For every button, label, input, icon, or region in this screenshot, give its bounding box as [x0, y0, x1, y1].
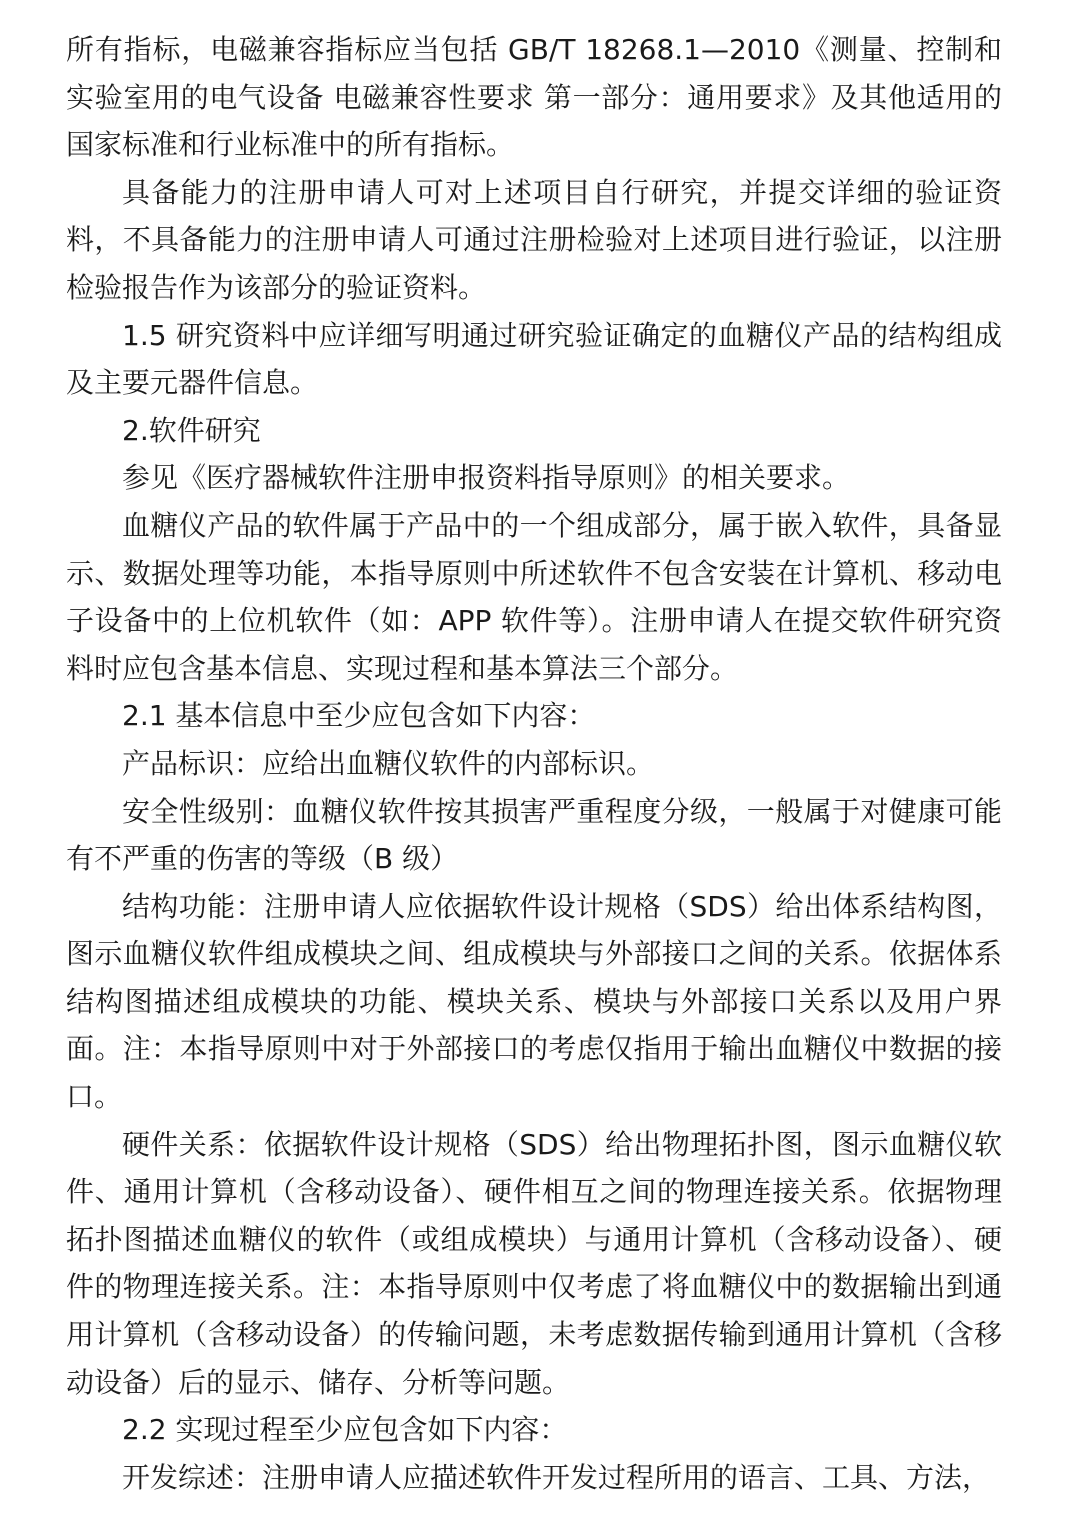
paragraph-reference-guideline: 参见《医疗器械软件注册申报资料指导原则》的相关要求。 [122, 461, 851, 495]
paragraph-embedded-software: 血糖仪产品的软件属于产品中的一个组成部分，属于嵌入软件，具备显示、数据处理等功能，本指导原则中所述软件不包含安装在计算机、移动电子设备中的上位机软件（如：APP 软件等）。注册申请人在提交软件研究资料时应包含基本信息、实现过程和基本算法三个部分。 [66, 508, 1002, 685]
paragraph-product-identification: 产品标识：应给出血糖仪软件的内部标识。 [122, 746, 655, 780]
heading-section-2-2: 2.2 实现过程至少应包含如下内容： [122, 1413, 568, 1447]
paragraph-structure-function: 结构功能：注册申请人应依据软件设计规格（SDS）给出体系结构图，图示血糖仪软件组成模块之间、组成模块与外部接口之间的关系。依据体系结构图描述组成模块的功能、模块关系、模块与外部接口关系以及用户界面。注：本指导原则中对于外部接口的考虑仅指用于输出血糖仪中数据的接口。 [66, 889, 1002, 1114]
heading-software-research: 2.软件研究 [122, 413, 261, 447]
paragraph-safety-level: 安全性级别：血糖仪软件按其损害严重程度分级，一般属于对健康可能有不严重的伤害的等级（B 级） [66, 794, 1002, 876]
paragraph-section-1-5: 1.5 研究资料中应详细写明通过研究验证确定的血糖仪产品的结构组成及主要元器件信息。 [66, 318, 1002, 400]
paragraph-hardware-relationship: 硬件关系：依据软件设计规格（SDS）给出物理拓扑图，图示血糖仪软件、通用计算机（含移动设备）、硬件相互之间的物理连接关系。依据物理拓扑图描述血糖仪的软件（或组成模块）与通用计算机（含移动设备）、硬件的物理连接关系。注：本指导原则中仅考虑了将血糖仪中的数据输出到通用计算机（含移动设备）的传输问题，未考虑数据传输到通用计算机（含移动设备）后的显示、储存、分析等问题。 [66, 1127, 1002, 1399]
paragraph-emc-indicators: 所有指标，电磁兼容指标应当包括 GB/T 18268.1—2010《测量、控制和实验室用的电气设备 电磁兼容性要求 第一部分：通用要求》及其他适用的国家标准和行业标准中的所有指标。 [66, 33, 1002, 162]
heading-section-2-1: 2.1 基本信息中至少应包含如下内容： [122, 699, 596, 733]
document-body [66, 26, 1002, 1501]
paragraph-development-overview: 开发综述：注册申请人应描述软件开发过程所用的语言、工具、方法， [122, 1460, 991, 1494]
paragraph-verification: 具备能力的注册申请人可对上述项目自行研究，并提交详细的验证资料，不具备能力的注册申请人可通过注册检验对上述项目进行验证，以注册检验报告作为该部分的验证资料。 [66, 175, 1002, 304]
